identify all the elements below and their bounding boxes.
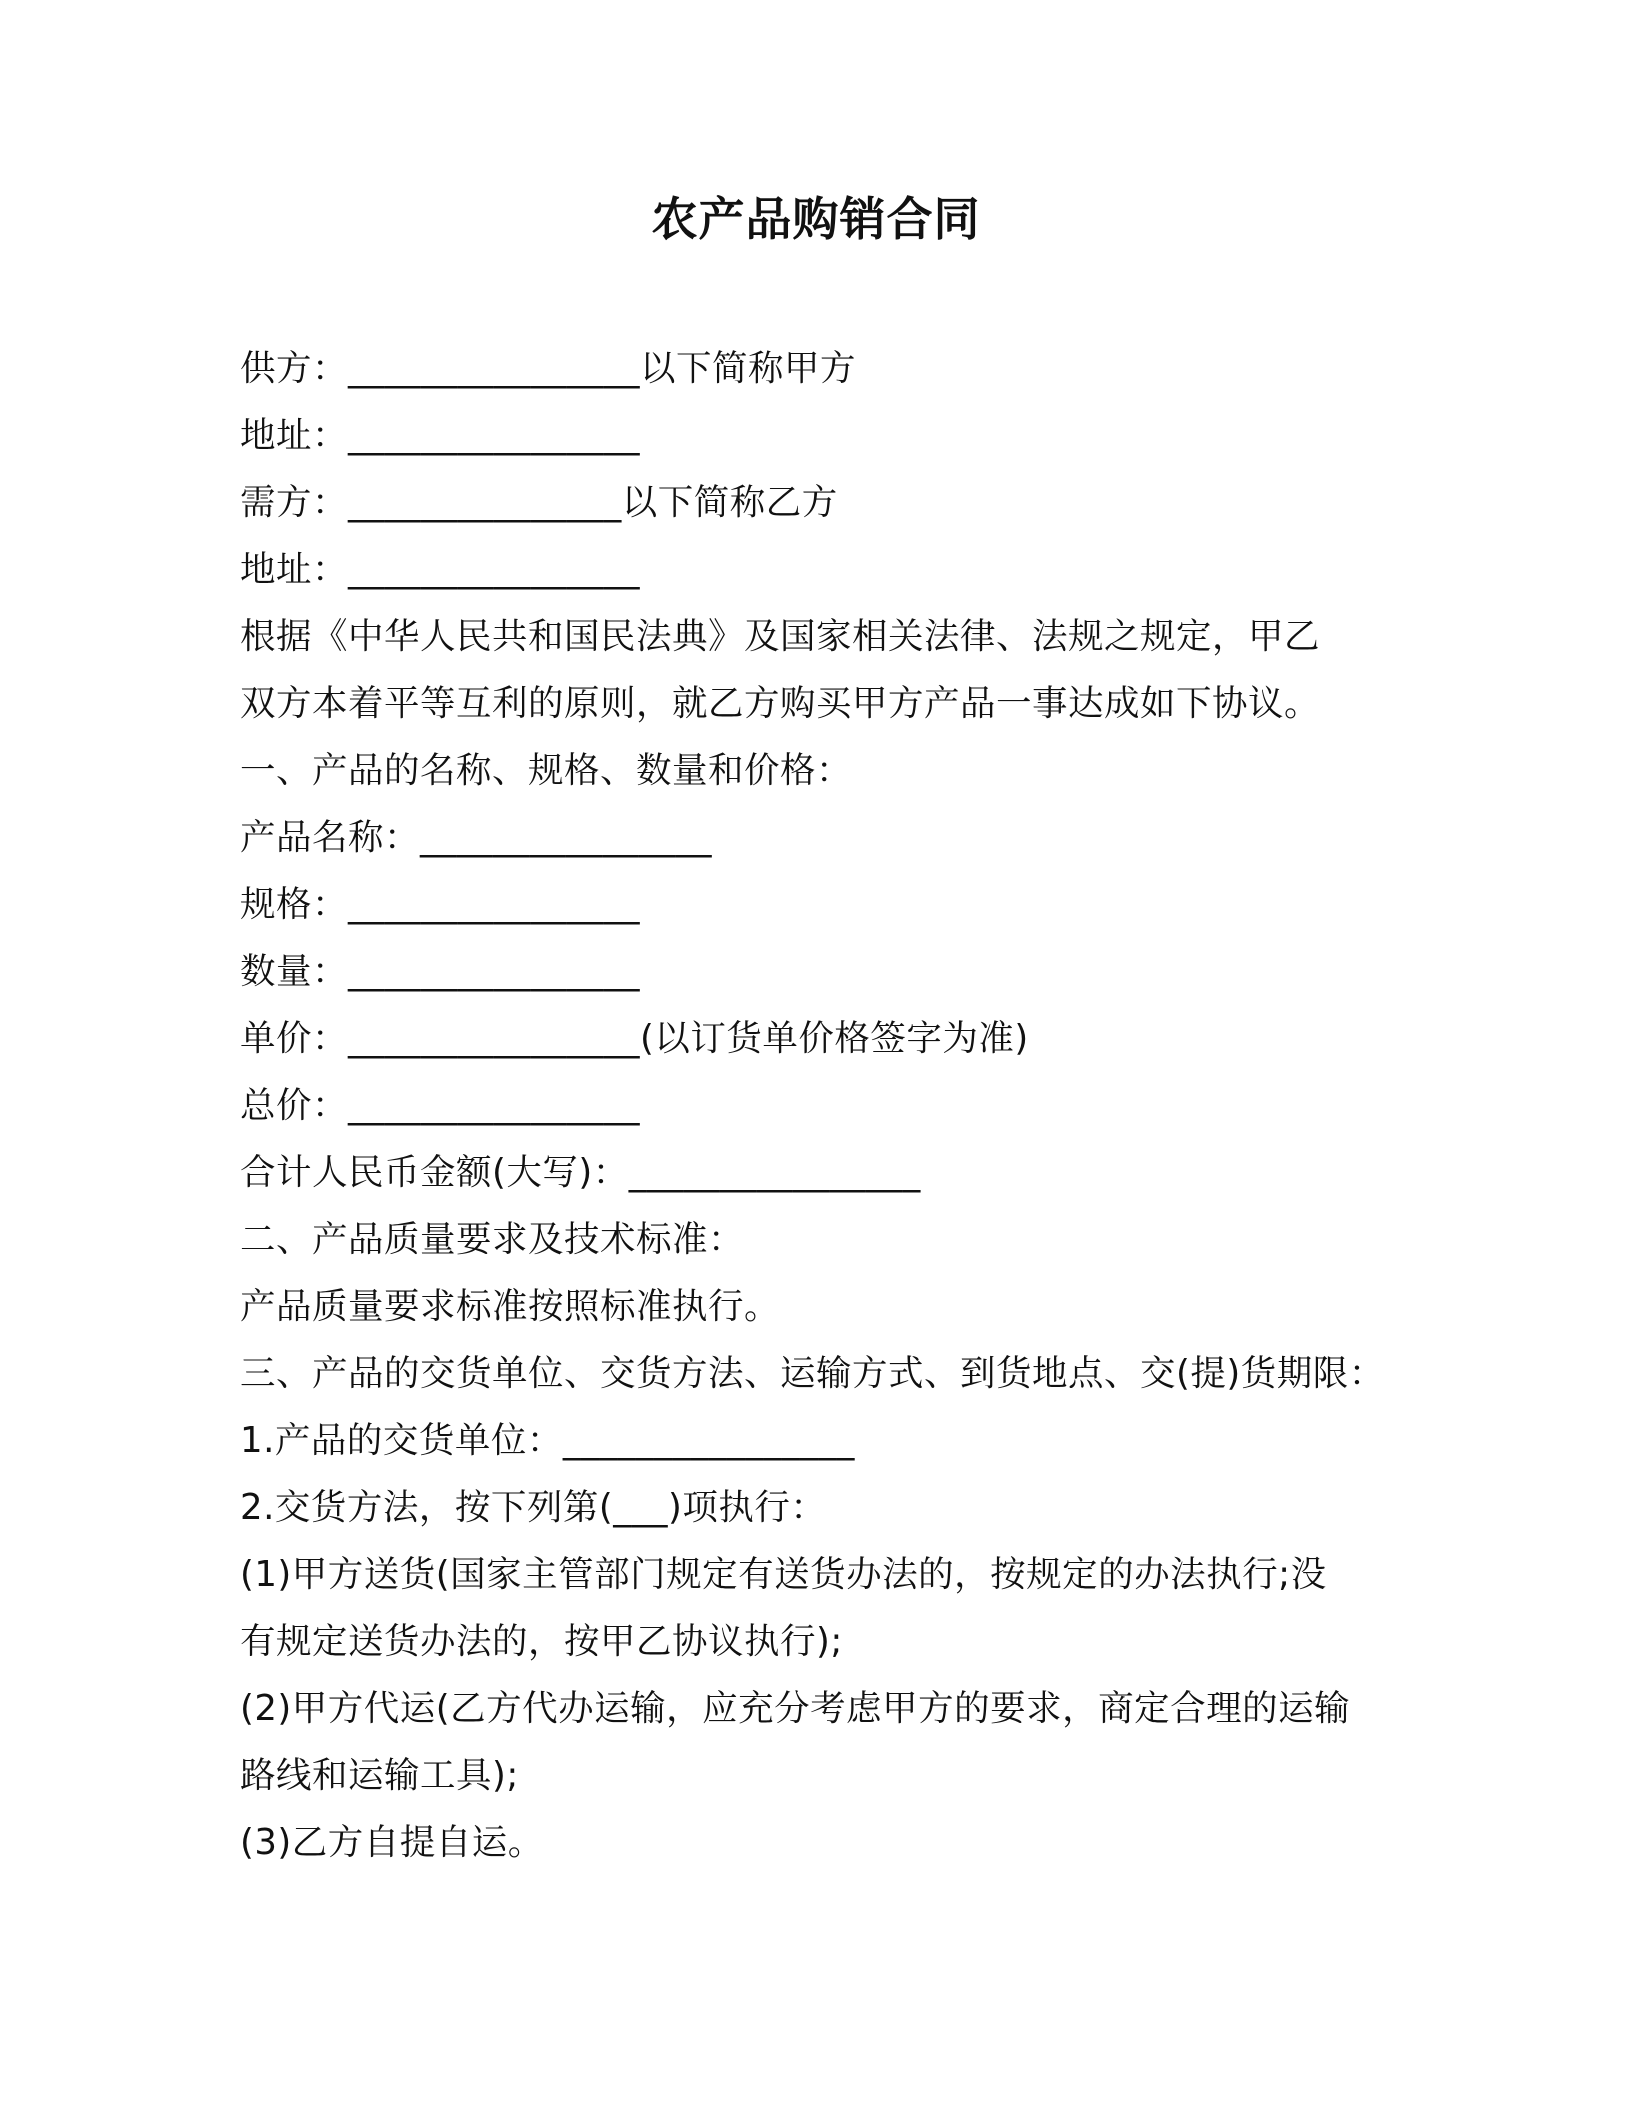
delivery-method-line: 2.交货方法，按下列第(___)项执行： <box>240 1487 827 1528</box>
total-price-line: 总价：________________ <box>240 1085 641 1126</box>
document-title: 农产品购销合同 <box>651 192 981 246</box>
product-name-line: 产品名称：________________ <box>240 817 713 858</box>
supplier-address-line: 地址：________________ <box>240 415 641 456</box>
option-3-line: (3)乙方自提自运。 <box>240 1822 544 1863</box>
buyer-line: 需方：_______________以下简称乙方 <box>240 482 838 523</box>
option-2-line-1: (2)甲方代运(乙方代办运输，应充分考虑甲方的要求，商定合理的运输 <box>240 1688 1351 1729</box>
option-2-line-2: 路线和运输工具); <box>240 1755 519 1796</box>
buyer-address-line: 地址：________________ <box>240 549 641 590</box>
unit-price-line: 单价：________________(以订货单价格签字为准) <box>240 1018 1029 1059</box>
quantity-line: 数量：________________ <box>240 951 641 992</box>
preamble-line-1: 根据《中华人民共和国民法典》及国家相关法律、法规之规定，甲乙 <box>240 616 1321 657</box>
contract-body <box>240 343 1420 1884</box>
section-2-heading: 二、产品质量要求及技术标准： <box>240 1219 745 1260</box>
quality-standard-line: 产品质量要求标准按照标准执行。 <box>240 1286 781 1327</box>
amount-in-words-line: 合计人民币金额(大写)：________________ <box>240 1152 921 1193</box>
section-3-heading: 三、产品的交货单位、交货方法、运输方式、到货地点、交(提)货期限： <box>240 1353 1385 1394</box>
preamble-line-2: 双方本着平等互利的原则，就乙方购买甲方产品一事达成如下协议。 <box>240 683 1321 724</box>
option-1-line-1: (1)甲方送货(国家主管部门规定有送货办法的，按规定的办法执行;没 <box>240 1554 1327 1595</box>
specification-line: 规格：________________ <box>240 884 641 925</box>
option-1-line-2: 有规定送货办法的，按甲乙协议执行); <box>240 1621 843 1662</box>
section-1-heading: 一、产品的名称、规格、数量和价格： <box>240 750 853 791</box>
delivery-unit-line: 1.产品的交货单位：________________ <box>240 1420 855 1461</box>
supplier-line: 供方：________________以下简称甲方 <box>240 348 857 389</box>
